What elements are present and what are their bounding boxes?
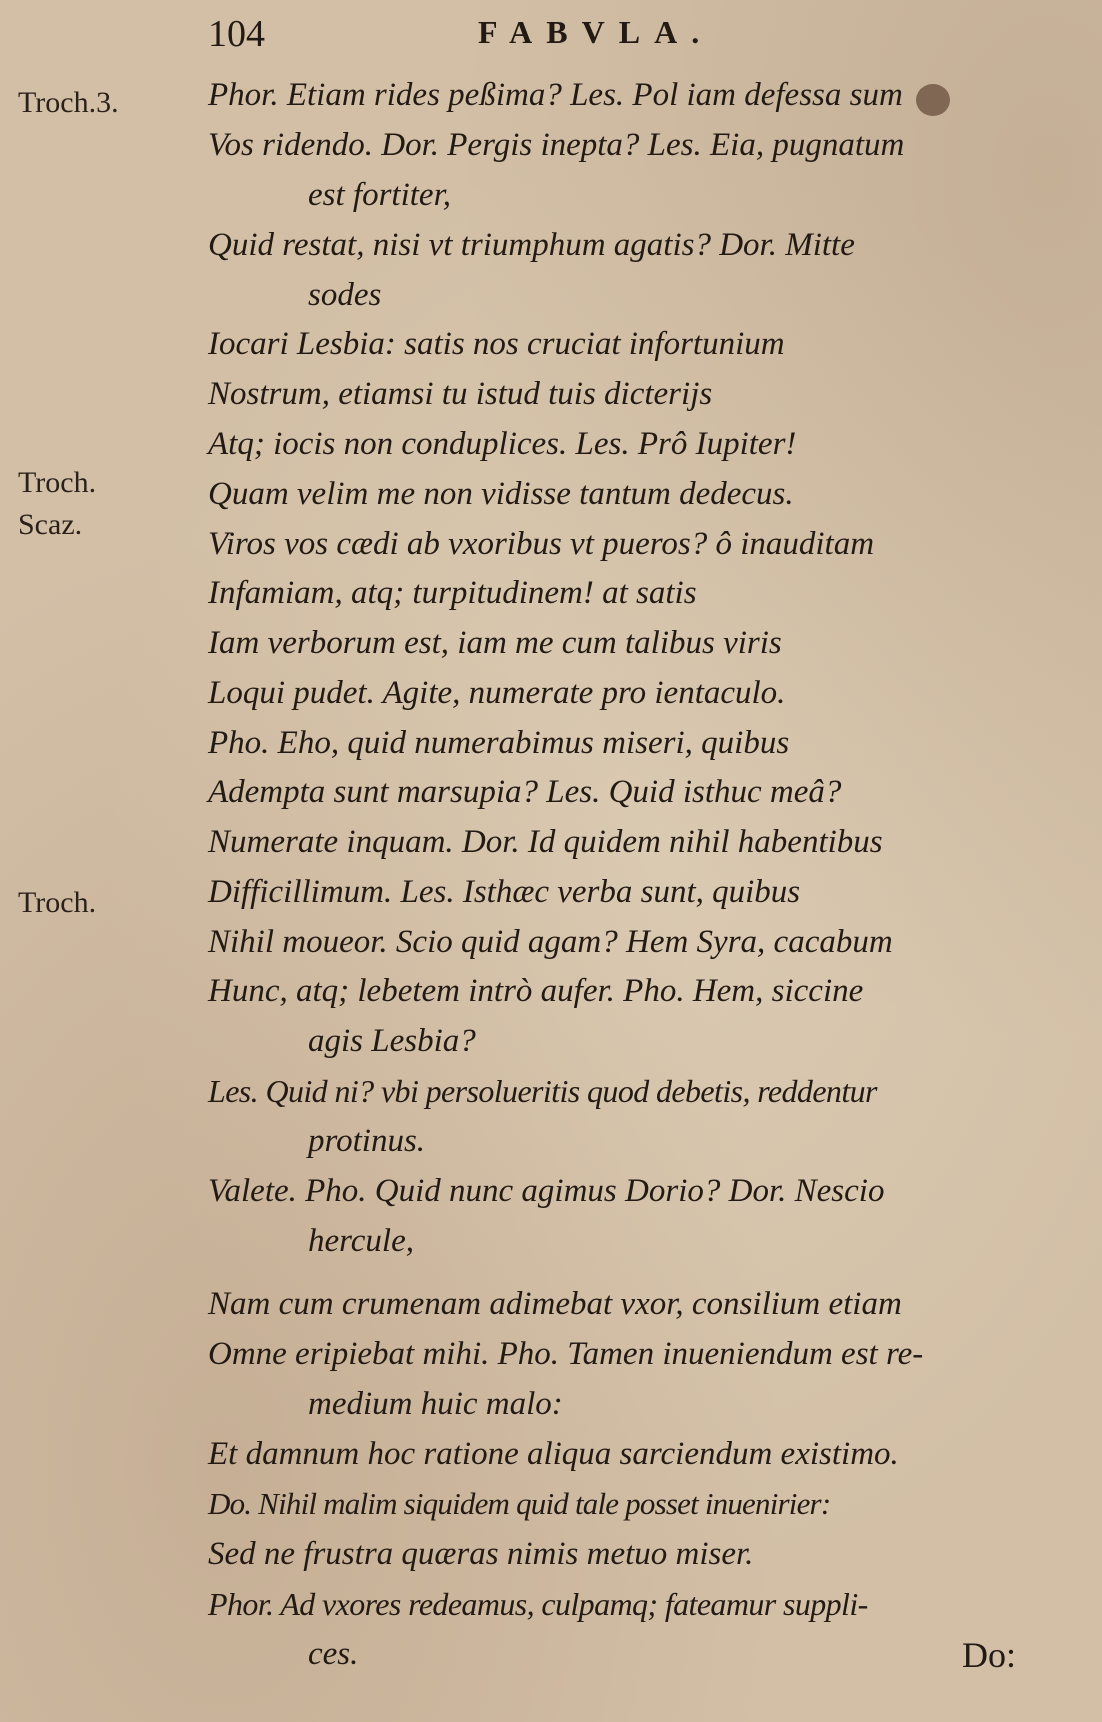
verse-line: Adempta sunt marsupia? Les. Quid isthuc meâ? <box>208 774 842 810</box>
verse-line: hercule, <box>308 1223 414 1259</box>
verse-line: Viros vos cædi ab vxoribus vt pueros? ô inauditam <box>208 526 875 562</box>
verse-line: ces. <box>308 1636 359 1672</box>
verse-line: Loqui pudet. Agite, numerate pro ientaculo. <box>208 675 786 711</box>
verse-line: Nam cum crumenam adimebat vxor, consilium etiam <box>208 1286 902 1322</box>
verse-line: Phor. Ad vxores redeamus, culpamq; fateamur suppli- <box>208 1586 868 1622</box>
verse-line: protinus. <box>308 1123 426 1159</box>
verse-line: Difficillimum. Les. Isthæc verba sunt, quibus <box>208 874 801 910</box>
page-number: 104 <box>208 13 265 55</box>
verse-line: Do. Nihil malim siquidem quid tale posset inuenirier: <box>208 1486 831 1521</box>
verse-line: Omne eripiebat mihi. Pho. Tamen inueniendum est re- <box>208 1336 924 1372</box>
verse-line: Numerate inquam. Dor. Id quidem nihil habentibus <box>208 824 883 860</box>
verse-line: Iocari Lesbia: satis nos cruciat infortunium <box>208 326 785 362</box>
margin-note-troch3: Troch.3. <box>18 86 119 119</box>
margin-note-scaz: Scaz. <box>18 508 83 541</box>
verse-line: Nihil moueor. Scio quid agam? Hem Syra, cacabum <box>208 924 893 960</box>
catchword: Do: <box>962 1635 1016 1675</box>
verse-line: Phor. Etiam rides peßima? Les. Pol iam defessa sum <box>208 77 903 113</box>
verse-line: sodes <box>308 277 382 313</box>
verse-line: Vos ridendo. Dor. Pergis inepta? Les. Eia, pugnatum <box>208 127 905 163</box>
verse-line: Hunc, atq; lebetem intrò aufer. Pho. Hem, siccine <box>208 973 864 1009</box>
verse-line: medium huic malo: <box>308 1386 563 1422</box>
margin-note-troch-2: Troch. <box>18 886 97 919</box>
verse-line: Atq; iocis non conduplices. Les. Prô Iupiter! <box>208 426 797 462</box>
verse-line: Pho. Eho, quid numerabimus miseri, quibus <box>208 725 790 761</box>
verse-line: est fortiter, <box>308 177 452 213</box>
verse-line: Valete. Pho. Quid nunc agimus Dorio? Dor. Nescio <box>208 1173 885 1209</box>
verse-line: Les. Quid ni? vbi persolueritis quod debetis, reddentur <box>208 1073 877 1109</box>
verse-line: Sed ne frustra quæras nimis metuo miser. <box>208 1536 754 1572</box>
margin-note-troch: Troch. <box>18 466 97 499</box>
verse-line: Infamiam, atq; turpitudinem! at satis <box>208 575 697 611</box>
verse-line: agis Lesbia? <box>308 1023 476 1059</box>
verse-line: Quid restat, nisi vt triumphum agatis? Dor. Mitte <box>208 227 855 263</box>
verse-line: Iam verborum est, iam me cum talibus viris <box>208 625 782 661</box>
verse-line: Et damnum hoc ratione aliqua sarciendum existimo. <box>208 1436 899 1472</box>
ink-stain <box>916 84 950 116</box>
verse-line: Quam velim me non vidisse tantum dedecus. <box>208 476 794 512</box>
running-title: FABVLA. <box>478 14 714 50</box>
verse-line: Nostrum, etiamsi tu istud tuis dicterijs <box>208 376 713 412</box>
